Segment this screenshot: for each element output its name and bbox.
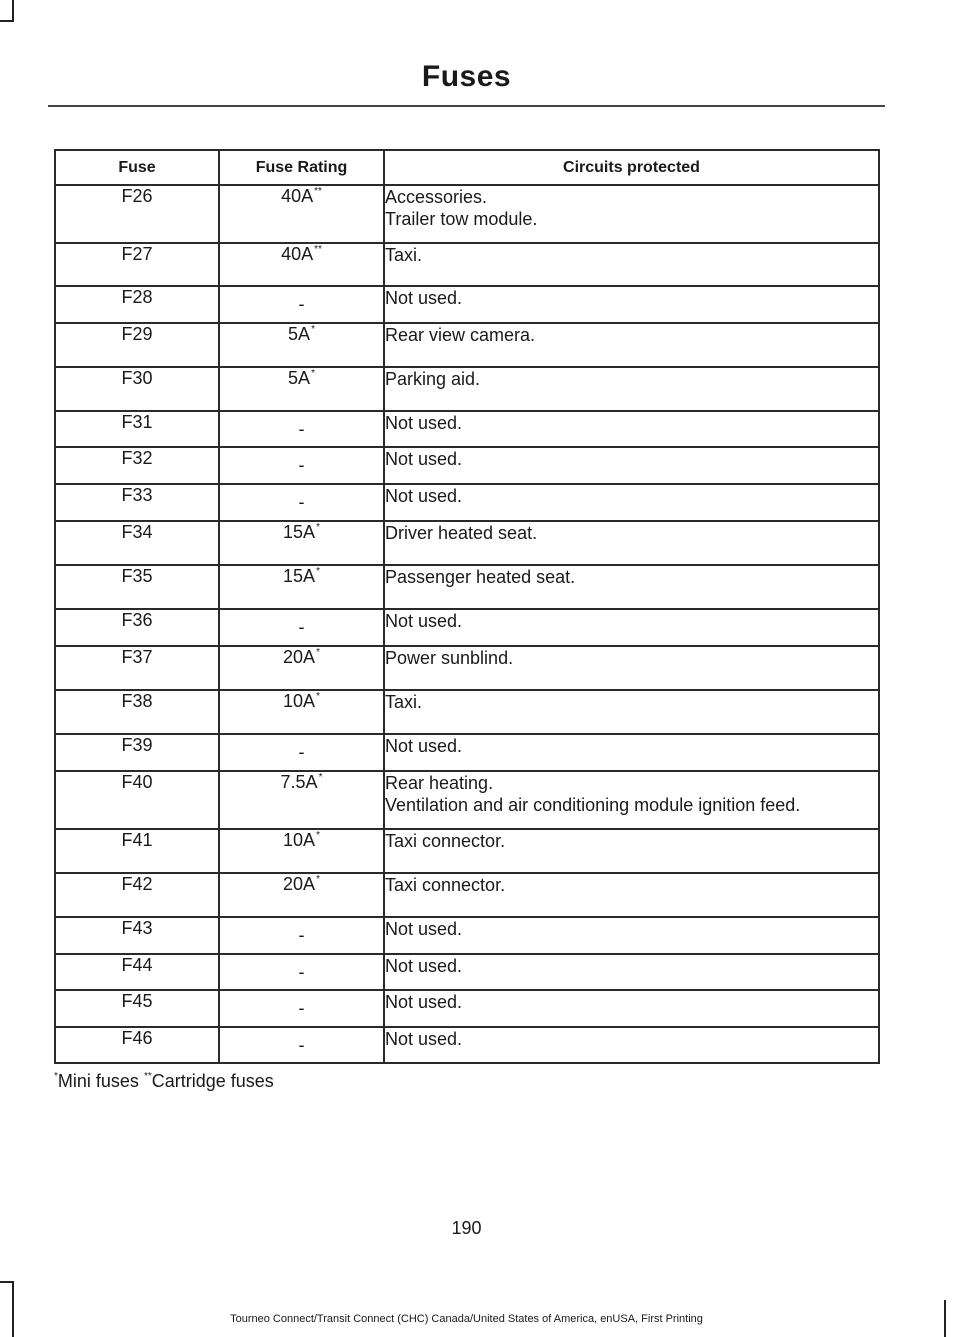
table-row — [55, 829, 879, 873]
fuse-type-mark: * — [316, 647, 320, 658]
fuse-rating-cell — [219, 734, 384, 771]
fuse-rating-cell — [219, 411, 384, 447]
circuits-cell — [384, 771, 879, 829]
fuse-rating-cell — [219, 873, 384, 917]
circuit-description: Not used. — [385, 992, 463, 1012]
fuse-rating-cell — [219, 185, 384, 243]
fuse-table — [54, 149, 880, 1064]
table-row — [55, 609, 879, 646]
table-row — [55, 917, 879, 954]
circuit-description: Not used. — [385, 1029, 463, 1049]
fuse-id-cell: F29 — [55, 323, 219, 367]
fuse-rating-value: 20A — [283, 647, 316, 667]
header-fuse: Fuse — [55, 150, 219, 185]
table-row — [55, 367, 879, 411]
fuse-id-cell: F40 — [55, 771, 219, 829]
fuse-rating-value: 5A — [288, 368, 311, 388]
fuse-rating-value: - — [298, 455, 305, 475]
table-row — [55, 243, 879, 286]
fuse-rating-cell — [219, 323, 384, 367]
fuse-rating-cell — [219, 771, 384, 829]
circuit-description: Taxi connector. — [385, 875, 506, 895]
fuse-rating-value: 40A — [281, 244, 314, 264]
crop-mark — [944, 1300, 946, 1337]
fuse-rating-value: 5A — [288, 324, 311, 344]
crop-mark — [0, 1281, 14, 1283]
circuit-description: Power sunblind. — [385, 648, 514, 668]
circuit-description: Not used. — [385, 736, 463, 756]
fuse-id-cell: F45 — [55, 990, 219, 1027]
circuits-cell — [384, 447, 879, 484]
crop-mark — [12, 1281, 14, 1337]
circuit-description: Not used. — [385, 611, 463, 631]
table-row — [55, 411, 879, 447]
header-fuse-rating: Fuse Rating — [219, 150, 384, 185]
table-row — [55, 646, 879, 690]
circuit-description: Ventilation and air conditioning module ignition feed. — [385, 795, 801, 815]
circuits-cell — [384, 609, 879, 646]
circuit-description: Driver heated seat. — [385, 523, 538, 543]
circuits-cell — [384, 829, 879, 873]
circuit-description: Accessories. — [385, 187, 488, 207]
fuse-rating-cell — [219, 367, 384, 411]
circuit-description: Trailer tow module. — [385, 209, 538, 229]
table-row — [55, 185, 879, 243]
fuse-rating-value: - — [298, 1035, 305, 1055]
fuse-type-mark: * — [316, 874, 320, 885]
circuit-description: Not used. — [385, 486, 463, 506]
fuse-rating-cell — [219, 609, 384, 646]
table-row — [55, 771, 879, 829]
fuse-type-mark: ** — [314, 186, 322, 197]
fuse-rating-value: 15A — [283, 522, 316, 542]
circuit-description: Not used. — [385, 413, 463, 433]
circuits-cell — [384, 411, 879, 447]
fuse-rating-value: - — [298, 962, 305, 982]
fuse-rating-value: - — [298, 742, 305, 762]
fuse-rating-value: 15A — [283, 566, 316, 586]
fuse-id-cell: F34 — [55, 521, 219, 565]
fuse-rating-cell — [219, 1027, 384, 1063]
fuse-type-mark: * — [318, 772, 323, 783]
header-circuits-protected: Circuits protected — [384, 150, 879, 185]
fuse-rating-value: 20A — [283, 874, 316, 894]
footnote-mini-text: Mini fuses — [57, 1071, 144, 1091]
fuse-rating-value: - — [298, 925, 305, 945]
fuse-id-cell: F26 — [55, 185, 219, 243]
fuse-rating-cell — [219, 243, 384, 286]
fuse-type-mark: * — [316, 522, 320, 533]
circuit-description: Passenger heated seat. — [385, 567, 576, 587]
fuse-type-mark: * — [316, 566, 320, 577]
circuit-description: Not used. — [385, 449, 463, 469]
circuits-cell — [384, 185, 879, 243]
title-divider — [48, 105, 885, 107]
circuits-cell — [384, 286, 879, 323]
fuse-rating-value: 10A — [283, 691, 316, 711]
circuits-cell — [384, 690, 879, 734]
fuse-id-cell: F32 — [55, 447, 219, 484]
fuse-id-cell: F37 — [55, 646, 219, 690]
fuse-id-cell: F46 — [55, 1027, 219, 1063]
document-footer: Tourneo Connect/Transit Connect (CHC) Canada/United States of America, enUSA, First Printing — [230, 1313, 703, 1325]
circuits-cell — [384, 565, 879, 609]
circuits-cell — [384, 646, 879, 690]
table-row — [55, 323, 879, 367]
fuse-id-cell: F36 — [55, 609, 219, 646]
circuit-description: Rear view camera. — [385, 325, 536, 345]
circuits-cell — [384, 367, 879, 411]
fuse-id-cell: F38 — [55, 690, 219, 734]
fuse-type-mark: ** — [314, 244, 322, 255]
circuit-description: Taxi connector. — [385, 831, 506, 851]
circuits-cell — [384, 521, 879, 565]
fuse-rating-cell — [219, 954, 384, 990]
circuit-description: Not used. — [385, 919, 463, 939]
fuse-rating-cell — [219, 646, 384, 690]
crop-mark — [0, 20, 14, 22]
table-row — [55, 734, 879, 771]
circuits-cell — [384, 990, 879, 1027]
fuse-rating-cell — [219, 286, 384, 323]
fuse-id-cell: F39 — [55, 734, 219, 771]
fuse-id-cell: F43 — [55, 917, 219, 954]
circuit-description: Not used. — [385, 288, 463, 308]
circuit-description: Taxi. — [385, 692, 423, 712]
fuse-table-body — [55, 185, 879, 1063]
fuse-rating-cell — [219, 917, 384, 954]
fuse-id-cell: F27 — [55, 243, 219, 286]
table-row — [55, 990, 879, 1027]
circuit-description: Rear heating. — [385, 773, 494, 793]
fuse-rating-value: - — [298, 998, 305, 1018]
circuits-cell — [384, 243, 879, 286]
circuit-description: Parking aid. — [385, 369, 481, 389]
circuits-cell — [384, 917, 879, 954]
fuse-id-cell: F35 — [55, 565, 219, 609]
table-row — [55, 521, 879, 565]
circuits-cell — [384, 734, 879, 771]
table-row — [55, 484, 879, 521]
circuit-description: Taxi. — [385, 245, 423, 265]
fuse-rating-value: 7.5A — [280, 772, 318, 792]
table-row — [55, 565, 879, 609]
table-row — [55, 1027, 879, 1063]
fuse-rating-cell — [219, 829, 384, 873]
table-row — [55, 690, 879, 734]
fuse-type-mark: * — [316, 691, 320, 702]
fuse-id-cell: F41 — [55, 829, 219, 873]
fuse-rating-value: - — [298, 492, 305, 512]
table-row — [55, 447, 879, 484]
fuse-rating-cell — [219, 565, 384, 609]
fuse-rating-value: - — [298, 294, 305, 314]
page-title: Fuses — [421, 60, 512, 93]
fuse-rating-value: - — [298, 617, 305, 637]
fuse-rating-cell — [219, 484, 384, 521]
fuse-type-mark: * — [311, 368, 315, 379]
circuits-cell — [384, 484, 879, 521]
fuse-id-cell: F44 — [55, 954, 219, 990]
crop-mark — [12, 0, 14, 22]
footnote-cartridge-mark: ** — [143, 1071, 152, 1082]
table-row — [55, 286, 879, 323]
circuits-cell — [384, 1027, 879, 1063]
fuse-id-cell: F42 — [55, 873, 219, 917]
footnote-cartridge-text: Cartridge fuses — [151, 1071, 274, 1091]
circuits-cell — [384, 954, 879, 990]
fuse-rating-value: 10A — [283, 830, 316, 850]
fuse-rating-value: 40A — [281, 186, 314, 206]
fuse-id-cell: F30 — [55, 367, 219, 411]
fuse-id-cell: F28 — [55, 286, 219, 323]
fuse-rating-cell — [219, 990, 384, 1027]
footnote — [54, 1071, 274, 1092]
table-row — [55, 954, 879, 990]
fuse-type-mark: * — [311, 324, 315, 335]
fuse-rating-value: - — [298, 419, 305, 439]
table-row — [55, 873, 879, 917]
page-number: 190 — [451, 1218, 482, 1238]
fuse-id-cell: F33 — [55, 484, 219, 521]
fuse-rating-cell — [219, 447, 384, 484]
fuse-type-mark: * — [316, 830, 320, 841]
fuse-rating-cell — [219, 690, 384, 734]
fuse-id-cell: F31 — [55, 411, 219, 447]
table-header-row — [55, 150, 879, 185]
fuse-rating-cell — [219, 521, 384, 565]
footnote-mini-mark: * — [54, 1071, 58, 1082]
circuit-description: Not used. — [385, 956, 463, 976]
circuits-cell — [384, 323, 879, 367]
circuits-cell — [384, 873, 879, 917]
